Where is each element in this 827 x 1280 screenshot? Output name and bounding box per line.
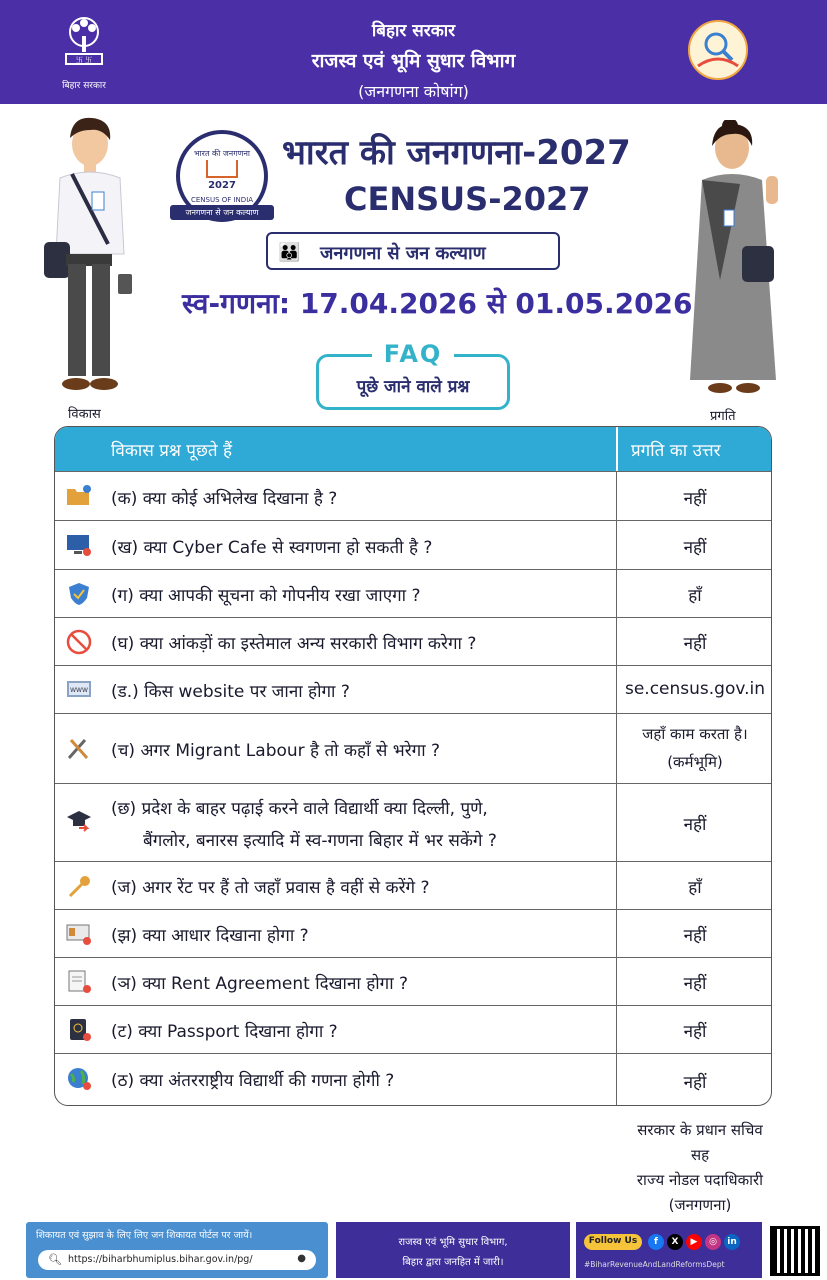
svg-text:WWW: WWW <box>70 687 88 694</box>
shield-icon <box>65 581 93 607</box>
answer-text: नहीं <box>683 1073 707 1093</box>
table-row <box>55 1005 772 1053</box>
tools-icon <box>65 736 93 762</box>
document-icon <box>65 969 93 995</box>
census-mascot-logo <box>688 20 748 80</box>
character-vikas <box>36 114 142 400</box>
portal-url[interactable]: https://biharbhumiplus.bihar.gov.in/pg/ <box>68 1254 253 1265</box>
self-enumeration-dates: स्व-गणना: 17.04.2026 से 01.05.2026 <box>182 287 693 320</box>
signature-block <box>600 1118 800 1218</box>
question-text: (ठ) क्या अंतरराष्ट्रीय विद्यार्थी की गणना होगी ? <box>111 1071 395 1091</box>
table-row <box>55 471 772 520</box>
answer-text: जहाँ काम करता है। <box>642 725 748 743</box>
question-text: (छ) प्रदेश के बाहर पढ़ाई करने वाले विद्यार्थी क्या दिल्ली, पुणे, <box>111 799 488 819</box>
answer-text: नहीं <box>683 815 707 835</box>
question-text: (झ) क्या आधार दिखाना होगा ? <box>111 926 309 946</box>
instagram-icon[interactable]: ◎ <box>705 1234 721 1250</box>
issued-by-line-2: बिहार द्वारा जनहित में जारी। <box>402 1257 504 1268</box>
key-icon <box>65 873 93 899</box>
answer-text: नहीं <box>683 489 707 509</box>
census-logo-caption: जनगणना से जन कल्याण <box>170 205 274 220</box>
table-row <box>55 1053 772 1106</box>
emblem-caption: बिहार सरकार <box>62 81 106 91</box>
answer-text: नहीं <box>683 974 707 994</box>
question-text: (च) अगर Migrant Labour है तो कहाँ से भरेगा ? <box>111 741 441 761</box>
signature-line-4: (जनगणना) <box>668 1196 732 1214</box>
column-header-question: विकास प्रश्न पूछते हैं <box>111 441 232 461</box>
answer-text: नहीं <box>683 538 707 558</box>
man-enumerator-icon <box>36 114 142 400</box>
graduation-cap-icon <box>65 808 93 834</box>
character-name-pragati: प्रगति <box>710 409 736 424</box>
question-text: (क) क्या कोई अभिलेख दिखाना है ? <box>111 489 338 509</box>
faq-badge <box>316 340 510 412</box>
no-sharing-icon <box>65 629 93 655</box>
signature-line-2: सह <box>690 1146 710 1164</box>
signature-line-1: सरकार के प्रधान सचिव <box>637 1121 763 1139</box>
header-line-2: राजस्व एवं भूमि सुधार विभाग <box>311 50 516 72</box>
table-row <box>55 617 772 665</box>
id-card-icon <box>65 921 93 947</box>
title-english: CENSUS-2027 <box>344 180 591 218</box>
slogan-box <box>266 232 560 270</box>
character-pragati <box>680 120 788 402</box>
question-text: (घ) क्या आंकड़ों का इस्तेमाल अन्य सरकारी विभाग करेगा ? <box>111 634 477 654</box>
question-text-line-2: बैंगलोर, बनारस इत्यादि में स्व-गणना बिहार में भर सकेंगे ? <box>143 831 497 851</box>
passport-icon <box>65 1017 93 1043</box>
table-row <box>55 520 772 569</box>
grievance-text: शिकायत एवं सुझाव के लिए लिए जन शिकायत पोर्टल पर जायें। <box>36 1230 253 1241</box>
answer-text: हाँ <box>688 586 702 606</box>
census-logo-year: 2027 <box>208 180 236 191</box>
answer-text: नहीं <box>683 634 707 654</box>
answer-text-line-2: (कर्मभूमि) <box>667 753 723 771</box>
footer <box>0 1218 827 1280</box>
qr-code[interactable] <box>770 1226 820 1276</box>
faq-title: FAQ <box>372 340 454 370</box>
census-logo-ring-text: भारत की जनगणना <box>193 149 250 158</box>
svg-text:卐 卐: 卐 卐 <box>75 56 93 64</box>
faq-table <box>54 426 772 1106</box>
question-text: (ग) क्या आपकी सूचना को गोपनीय रखा जाएगा ? <box>111 586 421 606</box>
question-text: (ड.) किस website पर जाना होगा ? <box>111 682 350 702</box>
issued-by-box <box>336 1222 570 1278</box>
search-icon: 🔍︎ <box>48 1253 62 1266</box>
family-icon: 👪 <box>278 242 301 263</box>
table-row <box>55 569 772 617</box>
answer-text: नहीं <box>683 926 707 946</box>
answer-text: हाँ <box>688 878 702 898</box>
table-row <box>55 957 772 1005</box>
column-header-answer: प्रगति का उत्तर <box>631 441 721 461</box>
house-icon <box>206 160 238 178</box>
table-row <box>55 861 772 909</box>
slogan-text: जनगणना से जन कल्याण <box>320 243 486 264</box>
website-icon <box>65 677 93 703</box>
header-line-3: (जनगणना कोषांग) <box>358 82 469 101</box>
follow-us-label: Follow Us <box>584 1234 642 1250</box>
question-text: (ख) क्या Cyber Cafe से स्वगणना हो सकती है ? <box>111 538 433 558</box>
faq-subtitle: पूछे जाने वाले प्रश्न <box>356 377 470 397</box>
issued-by-line-1: राजस्व एवं भूमि सुधार विभाग, <box>398 1237 508 1248</box>
signature-line-3: राज्य नोडल पदाधिकारी <box>636 1171 764 1189</box>
header-line-1: बिहार सरकार <box>371 21 456 41</box>
magnifier-icon <box>690 22 746 78</box>
facebook-icon[interactable]: f <box>648 1234 664 1250</box>
question-text: (ट) क्या Passport दिखाना होगा ? <box>111 1022 338 1042</box>
table-header <box>55 427 772 471</box>
question-text: (ञ) क्या Rent Agreement दिखाना होगा ? <box>111 974 409 994</box>
header-bar <box>0 0 827 104</box>
question-text: (ज) अगर रेंट पर हैं तो जहाँ प्रवास है वहीं से करेंगे ? <box>111 878 430 898</box>
microphone-icon[interactable]: ● <box>297 1253 306 1264</box>
youtube-icon[interactable]: ▶ <box>686 1234 702 1250</box>
answer-text: नहीं <box>683 1022 707 1042</box>
table-row <box>55 909 772 957</box>
census-logo-ring-text-en: CENSUS OF INDIA <box>190 196 254 204</box>
table-row <box>55 783 772 861</box>
linkedin-icon[interactable]: in <box>724 1234 740 1250</box>
social-box <box>576 1222 762 1278</box>
character-name-vikas: विकास <box>68 407 101 422</box>
answer-text: se.census.gov.in <box>624 679 766 699</box>
hashtag: #BiharRevenueAndLandReformsDept <box>584 1260 725 1269</box>
table-row <box>55 665 772 713</box>
title-hindi: भारत की जनगणना-2027 <box>282 133 631 173</box>
folder-icon <box>65 483 93 509</box>
computer-icon <box>65 532 93 558</box>
globe-icon <box>65 1066 93 1092</box>
grievance-portal-box <box>26 1222 328 1278</box>
woman-enumerator-icon <box>680 120 788 402</box>
x-icon[interactable]: X <box>667 1234 683 1250</box>
table-row <box>55 713 772 783</box>
portal-url-bar[interactable] <box>38 1250 316 1270</box>
